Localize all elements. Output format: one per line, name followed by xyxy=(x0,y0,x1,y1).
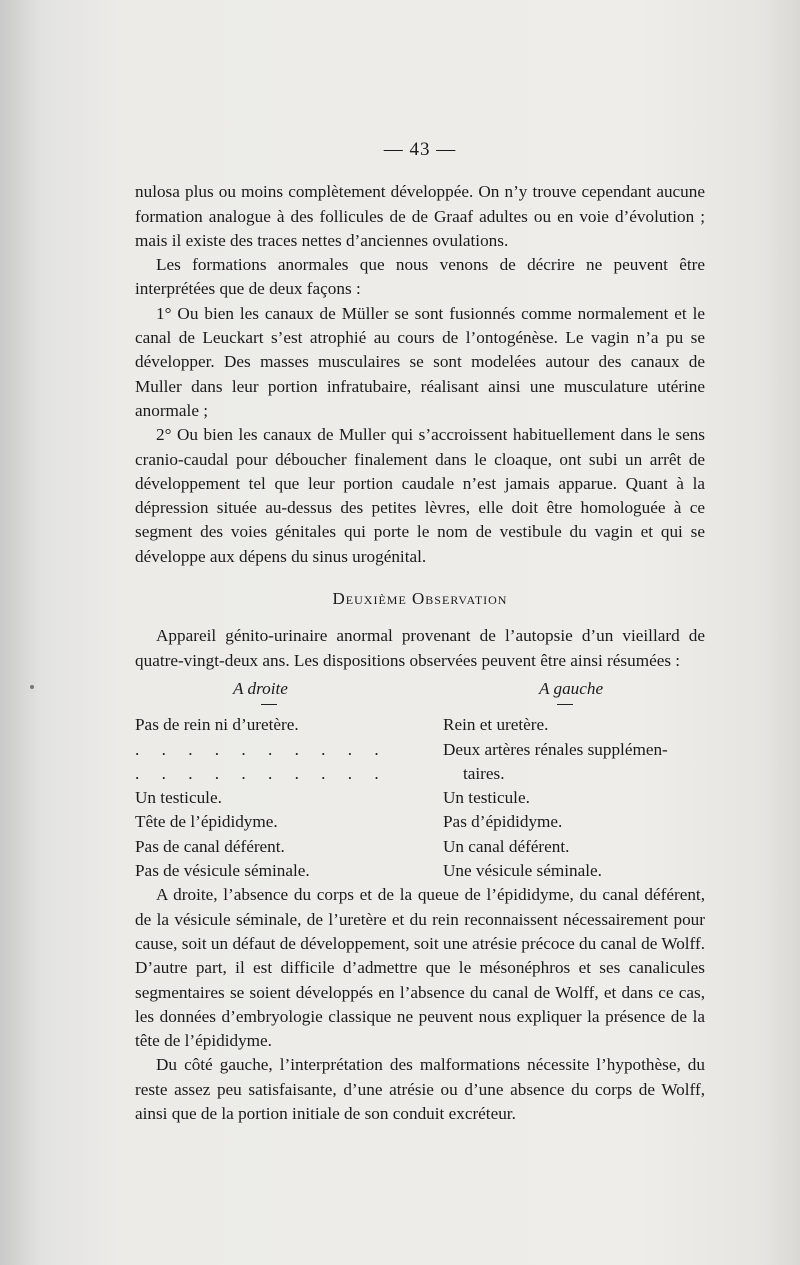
observation-intro: Appareil génito-urinaire anormal provenant de l’autopsie d’un vieillard de quatre-vingt-deux ans. Les dispositions observées peuvent être ainsi résumées : xyxy=(135,626,705,670)
table-row-left: . . . . . . . . . . xyxy=(135,763,388,783)
paragraph-3: 1° Ou bien les canaux de Müller se sont fusionnés comme normalement et le canal de Leuckart s’est atrophié au cours de l’ontogénèse. Le vagin n’a pu se développer. Des masses musculaires se sont modelées autour des canaux de Muller dans leur portion infratubaire, réalisant ainsi une musculature utérine anormale ; xyxy=(135,303,705,420)
paragraph-5: A droite, l’absence du corps et de la queue de l’épididyme, du canal déférent, de la vésicule séminale, de l’uretère et du rein reconnaissent nécessairement pour cause, soit un défaut de développement, soit une atrésie précoce du canal de Wolff. D’autre part, il est difficile d’admettre que le mésonéphros et ses canalicules segmentaires se soient développés en l’absence du canal de Wolff, et dans ce cas, les données d’embryologie classique ne peuvent nous expliquer la présence de la tête de l’épididyme. xyxy=(135,885,705,1051)
left-column-heading: A droite xyxy=(233,678,288,698)
table-row-left: Pas de vésicule séminale. xyxy=(135,861,310,881)
section-title: Deuxième Observation xyxy=(332,589,508,609)
table-row-right: Un canal déférent. xyxy=(443,836,570,856)
table-row-right: Une vésicule séminale. xyxy=(443,861,602,881)
table-row-left: Pas de rein ni d’uretère. xyxy=(135,715,299,735)
table-row-left: Pas de canal déférent. xyxy=(135,836,285,856)
table-row-left: Un testicule. xyxy=(135,788,222,808)
margin-speck xyxy=(30,685,34,689)
paragraph-1: nulosa plus ou moins complètement développée. On n’y trouve cependant aucune formation analogue à des follicules de de Graaf adultes ou en voie d’évolution ; mais il existe des traces nettes d’anciennes ovulations. xyxy=(135,182,705,250)
table-row-right: taires. xyxy=(463,763,505,783)
table-row-left: . . . . . . . . . . xyxy=(135,739,388,759)
paragraph-6: Du côté gauche, l’interprétation des malformations nécessite l’hypothèse, du reste assez peu satisfaisante, d’une atrésie ou d’une absence du corps de Wolff, ainsi que de la portion initiale de son conduit excréteur. xyxy=(135,1055,705,1123)
page-number: — 43 — xyxy=(383,139,457,160)
table-row-right: Deux artères rénales supplémen- xyxy=(443,739,668,759)
right-heading-rule xyxy=(443,701,705,713)
left-heading-rule xyxy=(135,701,443,713)
comparison-table xyxy=(135,677,705,883)
book-page xyxy=(135,138,705,1126)
table-row-left: Tête de l’épididyme. xyxy=(135,812,278,832)
left-column xyxy=(135,677,443,883)
table-row-right: Un testicule. xyxy=(443,788,530,808)
paragraph-2: Les formations anormales que nous venons de décrire ne peuvent être interprétées que de deux façons : xyxy=(135,255,705,299)
right-column-heading: A gauche xyxy=(539,678,604,698)
table-row-right: Rein et uretère. xyxy=(443,715,549,735)
right-column xyxy=(443,677,705,883)
paragraph-4: 2° Ou bien les canaux de Muller qui s’accroissent habituellement dans le sens cranio-caudal pour déboucher finalement dans le cloaque, ont subi un arrêt de développement tel que leur portion caudale n’est jamais apparue. Quant à la dépression située au-dessus des petites lèvres, elle doit être homologuée à ce segment des voies génitales qui porte le nom de vestibule du vagin et qui se développe aux dépens du sinus urogénital. xyxy=(135,425,705,566)
table-row-right: Pas d’épididyme. xyxy=(443,812,563,832)
